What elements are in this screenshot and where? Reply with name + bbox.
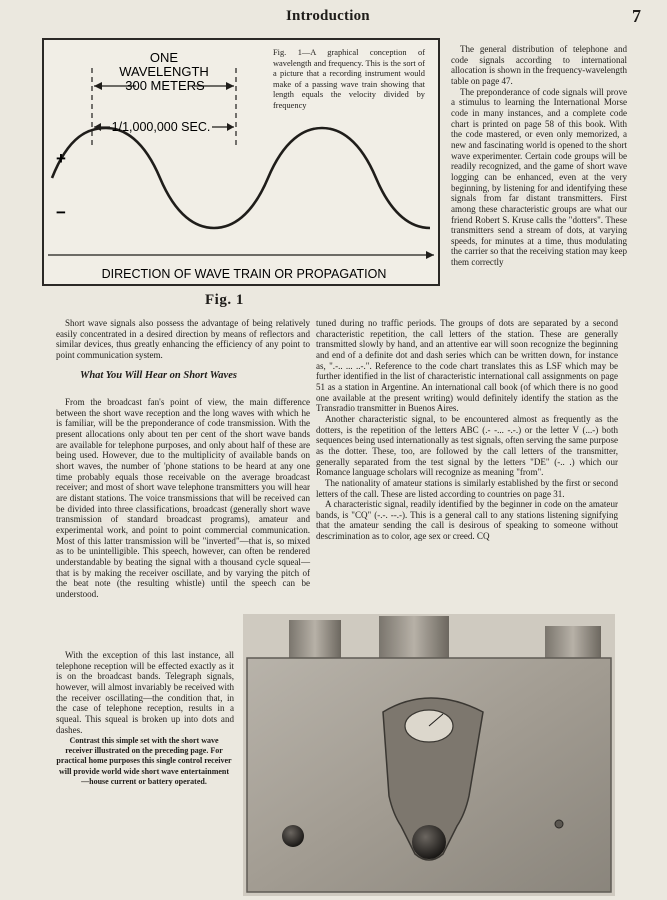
- paragraph: The general distribution of telephone and code signals according to international allocation is shown in the frequency-wavelength table on page 47.: [451, 44, 627, 86]
- sine-wave: [52, 128, 430, 228]
- paragraph: A characteristic signal, readily identified by the beginner in code on the amateur bands, is "CQ" (-.-. --.-). This is a general call to any stations listening signifying that the amateur sending the call is desirous of speaking to someone without descrimination as to color, age sex or creed. CQ: [316, 499, 618, 542]
- page-header-title: Introduction: [286, 8, 370, 24]
- label-300-meters: 300 METERS: [125, 78, 205, 93]
- section-heading: What You Will Hear on Short Waves: [80, 370, 237, 381]
- label-minus: −: [56, 203, 66, 222]
- receiver-photo: [243, 614, 615, 896]
- label-time: 1/1,000,000 SEC.: [111, 120, 211, 134]
- paragraph: tuned during no traffic periods. The groups of dots are separated by a second characteristic repetition, the call letters of the station. These are generally transmitted slowly by hand, and an attentive ear will soon recognize the beginning and end of a definite dot and dash series which can be written down, for instance as, ".-.. ... ..-.". Reference to the code chart translates this as LSF which may be further identified in the list of characteristic international call assignments on page 51 as a station in Argentine. An international call book (of which there is no good one available at the present writing) would definitely identify the station as the Transradio transmitter in Buenos Aires.: [316, 318, 618, 414]
- figure-caption: Fig. 1—A graphical conception of wavelength and frequency. This is the sort of a picture that a recording instrument would make of a passing wave train showing that length equals the velocity divided by frequency: [273, 48, 425, 110]
- main-tuning-knob: [412, 825, 446, 859]
- component-left: [289, 620, 341, 662]
- paragraph: Another characteristic signal, to be encountered almost as frequently as the dotters, is the repetition of the letters ABC (.- -... -.-.) or the letter V (...-) both sequences being used internationally as test signals, often serving the same purpose as the dotter. These, too, are followed by the call letters of the transmitter, generally separated from the test signal by the letters "DE" (-.. .) which our Romance language scholars will recognize as meaning "from".: [316, 413, 618, 478]
- page-number: 7: [632, 6, 641, 26]
- right-column-main: [316, 318, 618, 542]
- left-narrow: [56, 650, 234, 735]
- figure-label: Fig. 1: [205, 292, 244, 308]
- paragraph: The nationality of amateur stations is similarly established by the first or second letters of the call. These are listed according to countries on page 31.: [316, 477, 618, 499]
- paragraph: The preponderance of code signals will prove a stimulus to learning the International Morse code in many instances, and a complete code chart is printed on page 58 of this book. With the code mastered, or even only memorized, a new and fascinating world is opened to the short wave experimenter. Certain code groups will be readily recognized, and the game of short wave logging can be enhanced, even at the very beginning, by listening for and identifying these signals from far distant transmitters. First among these characteristic groups are what our friend Robert S. Kruse calls the "dotters". These transmitters send a stream of dots, at varying speeds, for minutes at a time, thus modulating the carrier so that the receiving station may keep them correctly: [451, 86, 627, 268]
- label-plus: +: [56, 149, 66, 168]
- paragraph: With the exception of this last instance, all telephone reception will be effected exactly as it is on the broadcast bands. Telegraph signals, however, will almost invariably be received with the receiver oscillating—the condition that, in the case of telephone reception, results in a squeal. This squeal is broken up into dots and dashes.: [56, 650, 234, 735]
- right-column-top: [451, 44, 627, 268]
- photo-caption: Contrast this simple set with the short wave receiver illustrated on the preceding page. For practical home purposes this single control receiver will provide world wide short wave entertainment—house current or battery operated.: [56, 736, 232, 786]
- component-middle: [379, 616, 449, 662]
- label-direction: DIRECTION OF WAVE TRAIN OR PROPAGATION: [101, 267, 387, 281]
- paragraph: Short wave signals also possess the advantage of being relatively easily concentrated in a desired direction by means of reflectors and similar devices, thus greatly enhancing the efficiency of any point to point communication system.: [56, 318, 310, 360]
- left-intro: [56, 318, 310, 361]
- component-right: [545, 626, 601, 662]
- paragraph: From the broadcast fan's point of view, the main difference between the short wave reception and the long waves with which he is familiar, will be the preponderance of code transmission. With the present allocations only about ten per cent of the short wave bands are available for telephone purposes, and only about half of these are being used. However, due to the multiplicity of available bands on short waves, the number of 'phone stations to be heard at any one time probably equals those receivable on the average broadcast receiver; and most of short wave telephone transmitters you will hear are distant stations. The voice transmissions that will be received can be divided into three classifications, broadcast (generally short wave transmission of standard broadcast programs), amateur and experimental work, and point to point commercial communication. Most of this latter transmission will be "inverted"—that is, so mixed as to be unintelligible. This speech, however, can often be rendered understandable by beating the signal with a thousand cycle squeal—that is by making the receiver oscillate, and by varying the pitch of the beat note (the resulting whistle) until the speech can be understood.: [56, 397, 310, 599]
- left-body: [56, 397, 310, 599]
- label-wavelength: WAVELENGTH: [119, 64, 209, 79]
- right-switch: [555, 820, 563, 828]
- label-one: ONE: [149, 50, 179, 65]
- left-knob: [282, 825, 304, 847]
